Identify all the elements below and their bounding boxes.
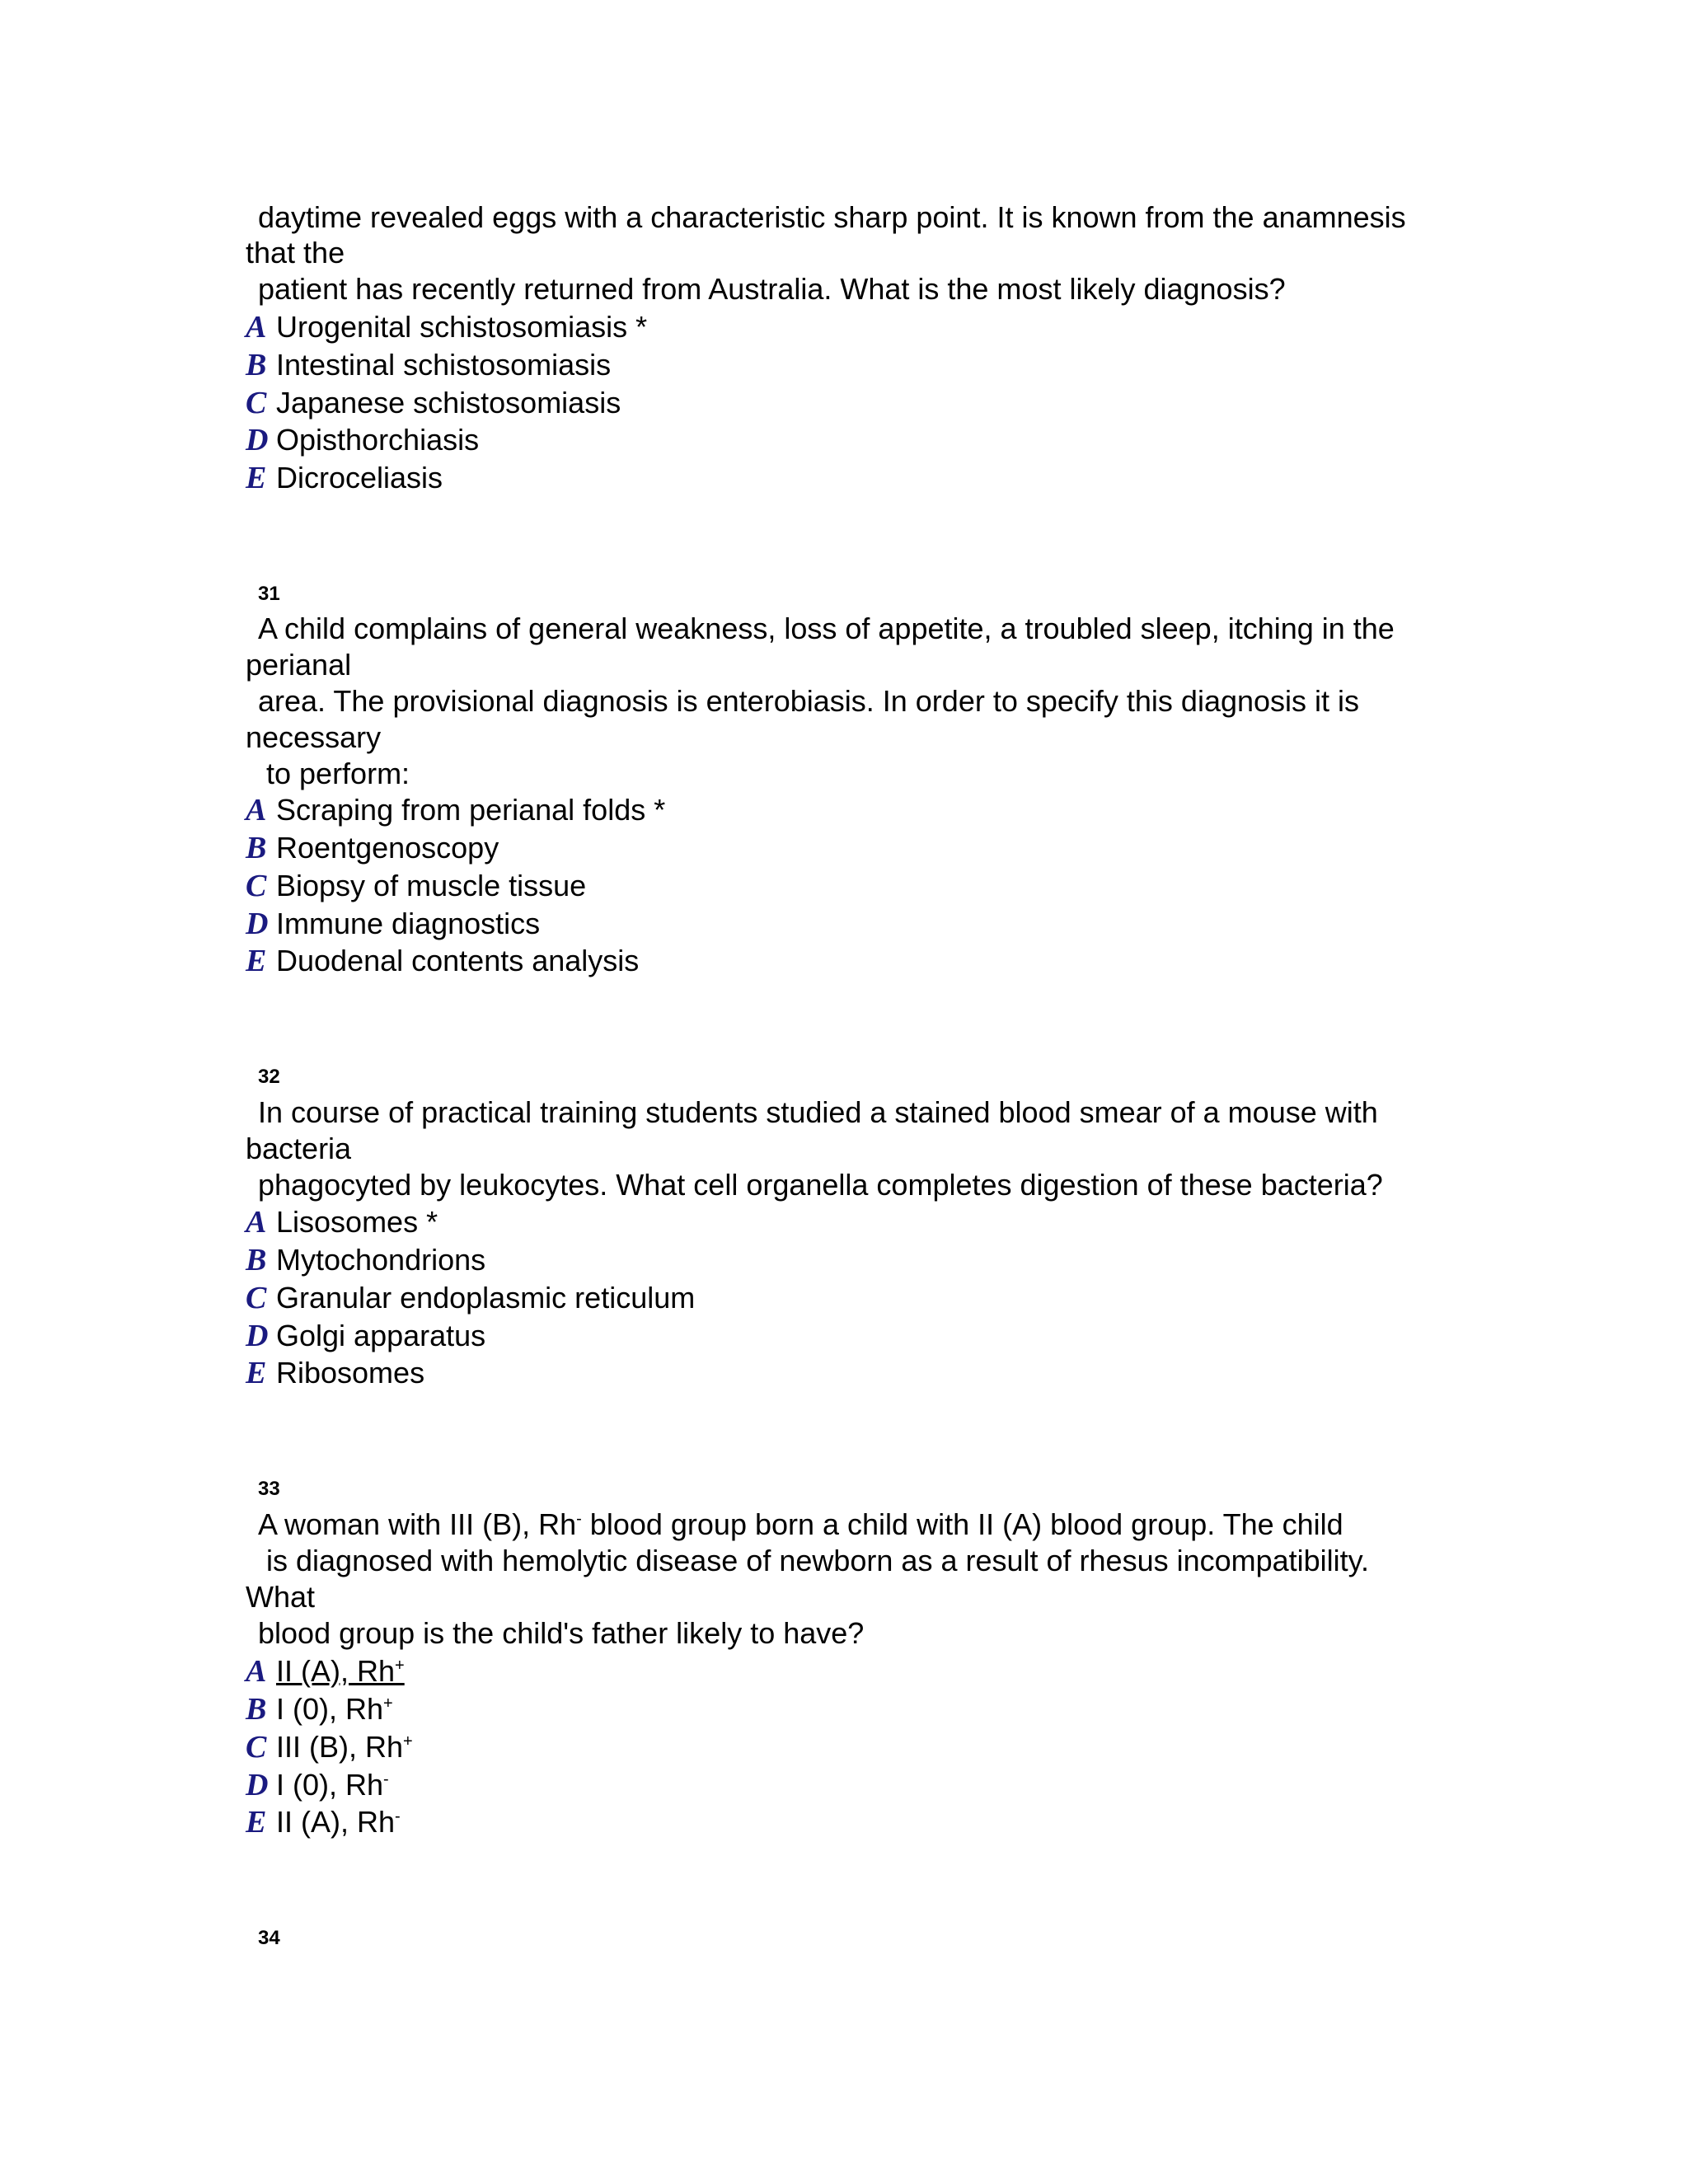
rh-superscript: - bbox=[395, 1807, 401, 1825]
question-30-option-d bbox=[246, 422, 479, 458]
rh-superscript: - bbox=[576, 1510, 582, 1528]
option-text: Lisosomes * bbox=[276, 1205, 438, 1239]
option-text: II (A), Rh bbox=[276, 1805, 396, 1839]
option-letter: A bbox=[246, 1205, 267, 1240]
question-33-text-part: A woman with III (B), Rh bbox=[258, 1507, 577, 1541]
question-33-option-e bbox=[246, 1804, 401, 1840]
question-31-text-line: perianal bbox=[246, 648, 352, 682]
question-33-text-line: blood group is the child's father likely to have? bbox=[258, 1616, 865, 1650]
question-32-text-line: bacteria bbox=[246, 1132, 352, 1165]
question-32-option-e bbox=[246, 1355, 424, 1391]
option-letter: E bbox=[246, 1356, 267, 1390]
option-letter: E bbox=[246, 944, 267, 978]
option-letter: E bbox=[246, 1805, 267, 1840]
option-letter: B bbox=[246, 348, 267, 382]
question-30-option-a bbox=[246, 309, 647, 345]
question-number: 33 bbox=[258, 1478, 280, 1500]
option-text: Duodenal contents analysis bbox=[276, 944, 640, 977]
question-31-text-line: A child complains of general weakness, loss of appetite, a troubled sleep, itching in the bbox=[258, 612, 1395, 645]
question-31-option-a bbox=[246, 792, 665, 828]
question-number: 31 bbox=[258, 583, 280, 605]
option-text: I (0), Rh bbox=[276, 1768, 384, 1802]
option-text: Dicroceliasis bbox=[276, 461, 443, 494]
option-text: Japanese schistosomiasis bbox=[276, 386, 621, 419]
question-30-option-c bbox=[246, 385, 621, 421]
question-32-text-line: In course of practical training students studied a stained blood smear of a mouse with bbox=[258, 1095, 1378, 1129]
option-text-underlined bbox=[276, 1654, 420, 1688]
question-33-option-c bbox=[246, 1729, 413, 1765]
option-text: II (A), Rh bbox=[276, 1654, 396, 1688]
question-32-option-b bbox=[246, 1242, 485, 1278]
option-letter: C bbox=[246, 1730, 267, 1765]
question-33-text-line bbox=[258, 1507, 1343, 1543]
question-33-option-b bbox=[246, 1691, 393, 1727]
option-text: Urogenital schistosomiasis * bbox=[276, 310, 648, 344]
question-31-option-e bbox=[246, 943, 639, 979]
option-letter: B bbox=[246, 831, 267, 865]
question-30-text-line: that the bbox=[246, 236, 345, 269]
question-number: 34 bbox=[258, 1927, 280, 1949]
option-letter: C bbox=[246, 1281, 267, 1315]
option-letter: D bbox=[246, 1768, 269, 1802]
option-text: Golgi apparatus bbox=[276, 1319, 486, 1352]
rh-superscript: - bbox=[383, 1770, 389, 1788]
rh-superscript: + bbox=[403, 1732, 413, 1750]
option-letter: D bbox=[246, 423, 269, 457]
question-30-option-e bbox=[246, 460, 443, 496]
question-33-text-part: blood group born a child with II (A) blood group. The child bbox=[581, 1507, 1343, 1541]
question-33-text-line: is diagnosed with hemolytic disease of newborn as a result of rhesus incompatibility. bbox=[266, 1544, 1370, 1577]
question-33-text-line: What bbox=[246, 1580, 316, 1614]
option-text: Biopsy of muscle tissue bbox=[276, 869, 587, 902]
question-31-text-line: to perform: bbox=[266, 757, 410, 790]
option-letter: B bbox=[246, 1243, 267, 1277]
option-text: Scraping from perianal folds * bbox=[276, 793, 666, 827]
option-text: Granular endoplasmic reticulum bbox=[276, 1281, 696, 1315]
option-text: I (0), Rh bbox=[276, 1692, 384, 1726]
option-letter: E bbox=[246, 461, 267, 495]
question-33-option-d bbox=[246, 1767, 389, 1803]
option-letter: C bbox=[246, 386, 267, 420]
option-letter: D bbox=[246, 907, 269, 941]
option-letter: C bbox=[246, 869, 267, 903]
question-31-text-line: necessary bbox=[246, 720, 382, 754]
option-text: Ribosomes bbox=[276, 1356, 425, 1390]
option-letter: A bbox=[246, 310, 267, 344]
question-number: 32 bbox=[258, 1066, 280, 1088]
question-32-option-a bbox=[246, 1204, 438, 1240]
rh-superscript: + bbox=[383, 1694, 393, 1713]
option-letter: A bbox=[246, 793, 267, 827]
question-33-option-a bbox=[246, 1653, 420, 1690]
option-letter: A bbox=[246, 1654, 267, 1689]
question-32-text-line: phagocyted by leukocytes. What cell organella completes digestion of these bacteria? bbox=[258, 1168, 1383, 1202]
option-text: Intestinal schistosomiasis bbox=[276, 348, 612, 382]
question-31-option-c bbox=[246, 868, 586, 904]
question-32-option-c bbox=[246, 1280, 695, 1316]
question-31-text-line: area. The provisional diagnosis is enterobiasis. In order to specify this diagnosis it is bbox=[258, 684, 1360, 718]
question-31-option-d bbox=[246, 906, 540, 942]
option-letter: D bbox=[246, 1319, 269, 1353]
option-text: Opisthorchiasis bbox=[276, 423, 480, 457]
option-text: Mytochondrions bbox=[276, 1243, 486, 1277]
question-30-text-line: daytime revealed eggs with a characteristic sharp point. It is known from the anamnesis bbox=[258, 200, 1406, 234]
option-text: Immune diagnostics bbox=[276, 907, 541, 940]
rh-superscript: + bbox=[395, 1657, 405, 1675]
option-text: III (B), Rh bbox=[276, 1730, 404, 1764]
question-31-option-b bbox=[246, 830, 499, 866]
option-text: Roentgenoscopy bbox=[276, 831, 499, 865]
question-30-option-b bbox=[246, 347, 611, 383]
question-32-option-d bbox=[246, 1318, 485, 1354]
question-30-text-line: patient has recently returned from Australia. What is the most likely diagnosis? bbox=[258, 272, 1286, 306]
option-letter: B bbox=[246, 1692, 267, 1727]
